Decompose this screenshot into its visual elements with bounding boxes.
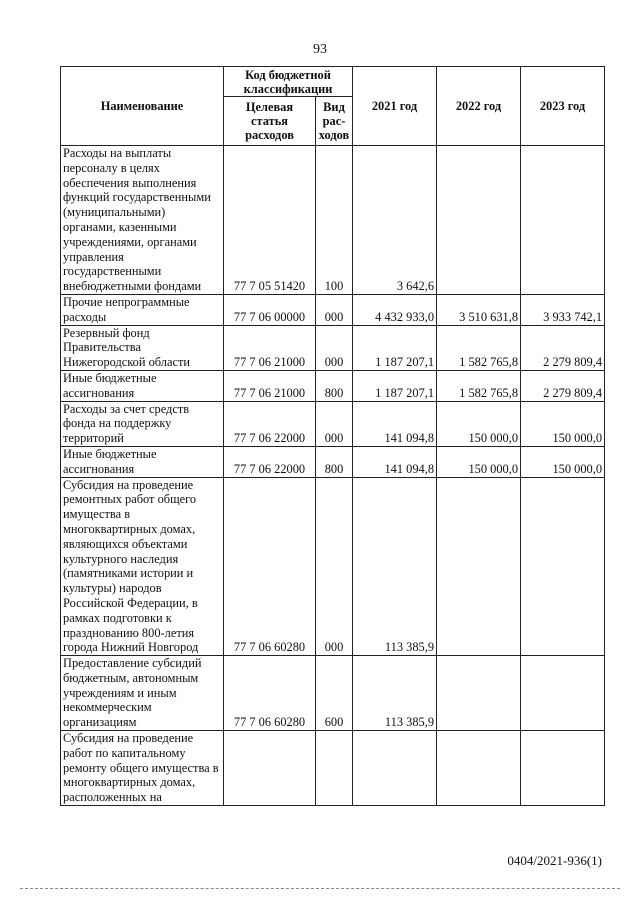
header-2021: 2021 год xyxy=(353,67,437,146)
row-value-2021: 113 385,9 xyxy=(353,656,437,731)
table-row xyxy=(61,325,605,370)
row-value-2023: 2 279 809,4 xyxy=(521,325,605,370)
row-value-2022: 1 582 765,8 xyxy=(437,325,521,370)
row-name: Субсидия на проведение работ по капитальному ремонту общего имущества в многоквартирных домах, расположенных на xyxy=(61,731,224,806)
row-value-2021: 113 385,9 xyxy=(353,477,437,656)
row-value-2023 xyxy=(521,146,605,295)
row-value-2023: 150 000,0 xyxy=(521,401,605,446)
table-row xyxy=(61,370,605,401)
header-code-group: Код бюджетной классификации xyxy=(224,67,353,97)
row-expense-type: 600 xyxy=(316,656,353,731)
row-value-2021 xyxy=(353,731,437,806)
row-name: Расходы на выплаты персоналу в целях обеспечения выполнения функций государственными (муниципальными) органами, казенными учреждениями, органами управления государственными внебюджетными фондами xyxy=(61,146,224,295)
header-name: Наименование xyxy=(61,67,224,146)
header-expense-type: Вид рас-ходов xyxy=(316,97,353,146)
row-name: Прочие непрограммные расходы xyxy=(61,294,224,325)
table-row xyxy=(61,294,605,325)
row-expense-type: 800 xyxy=(316,370,353,401)
row-target-article xyxy=(224,731,316,806)
row-target-article: 77 7 06 21000 xyxy=(224,325,316,370)
row-value-2023: 3 933 742,1 xyxy=(521,294,605,325)
row-target-article: 77 7 05 51420 xyxy=(224,146,316,295)
row-value-2023 xyxy=(521,731,605,806)
table-row xyxy=(61,446,605,477)
row-target-article: 77 7 06 00000 xyxy=(224,294,316,325)
header-2023: 2023 год xyxy=(521,67,605,146)
row-target-article: 77 7 06 60280 xyxy=(224,477,316,656)
row-value-2021: 3 642,6 xyxy=(353,146,437,295)
row-value-2023: 2 279 809,4 xyxy=(521,370,605,401)
table-row xyxy=(61,477,605,656)
row-value-2022 xyxy=(437,656,521,731)
row-value-2021: 1 187 207,1 xyxy=(353,325,437,370)
row-name: Предоставление субсидий бюджетным, автономным учреждениям и иным некоммерческим организациям xyxy=(61,656,224,731)
row-expense-type: 000 xyxy=(316,477,353,656)
row-value-2023 xyxy=(521,656,605,731)
row-name: Субсидия на проведение ремонтных работ общего имущества в многоквартирных домах, являющихся объектами культурного наследия (памятниками истории и культуры) народов Российской Федерации, в рамках подготовки к празднованию 800-летия города Нижний Новгород xyxy=(61,477,224,656)
row-value-2022: 3 510 631,8 xyxy=(437,294,521,325)
row-value-2022 xyxy=(437,146,521,295)
header-target-article: Целевая статья расходов xyxy=(224,97,316,146)
row-name: Иные бюджетные ассигнования xyxy=(61,370,224,401)
table-row xyxy=(61,731,605,806)
row-value-2021: 141 094,8 xyxy=(353,401,437,446)
bottom-rule xyxy=(20,888,620,889)
table-row xyxy=(61,401,605,446)
row-value-2021: 4 432 933,0 xyxy=(353,294,437,325)
header-2022: 2022 год xyxy=(437,67,521,146)
row-target-article: 77 7 06 21000 xyxy=(224,370,316,401)
document-id: 0404/2021-936(1) xyxy=(507,853,602,868)
row-value-2021: 141 094,8 xyxy=(353,446,437,477)
row-value-2023 xyxy=(521,477,605,656)
row-expense-type: 000 xyxy=(316,401,353,446)
row-target-article: 77 7 06 22000 xyxy=(224,446,316,477)
row-expense-type: 000 xyxy=(316,294,353,325)
row-value-2021: 1 187 207,1 xyxy=(353,370,437,401)
row-value-2023: 150 000,0 xyxy=(521,446,605,477)
row-value-2022: 150 000,0 xyxy=(437,446,521,477)
row-expense-type xyxy=(316,731,353,806)
page-number: 93 xyxy=(313,42,327,57)
row-value-2022: 150 000,0 xyxy=(437,401,521,446)
row-value-2022 xyxy=(437,477,521,656)
row-value-2022: 1 582 765,8 xyxy=(437,370,521,401)
row-target-article: 77 7 06 60280 xyxy=(224,656,316,731)
row-expense-type: 100 xyxy=(316,146,353,295)
row-value-2022 xyxy=(437,731,521,806)
row-name: Резервный фонд Правительства Нижегородской области xyxy=(61,325,224,370)
table-row xyxy=(61,146,605,295)
row-name: Иные бюджетные ассигнования xyxy=(61,446,224,477)
row-target-article: 77 7 06 22000 xyxy=(224,401,316,446)
row-expense-type: 000 xyxy=(316,325,353,370)
row-expense-type: 800 xyxy=(316,446,353,477)
table-row xyxy=(61,656,605,731)
row-name: Расходы за счет средств фонда на поддержку территорий xyxy=(61,401,224,446)
budget-table xyxy=(60,66,605,806)
